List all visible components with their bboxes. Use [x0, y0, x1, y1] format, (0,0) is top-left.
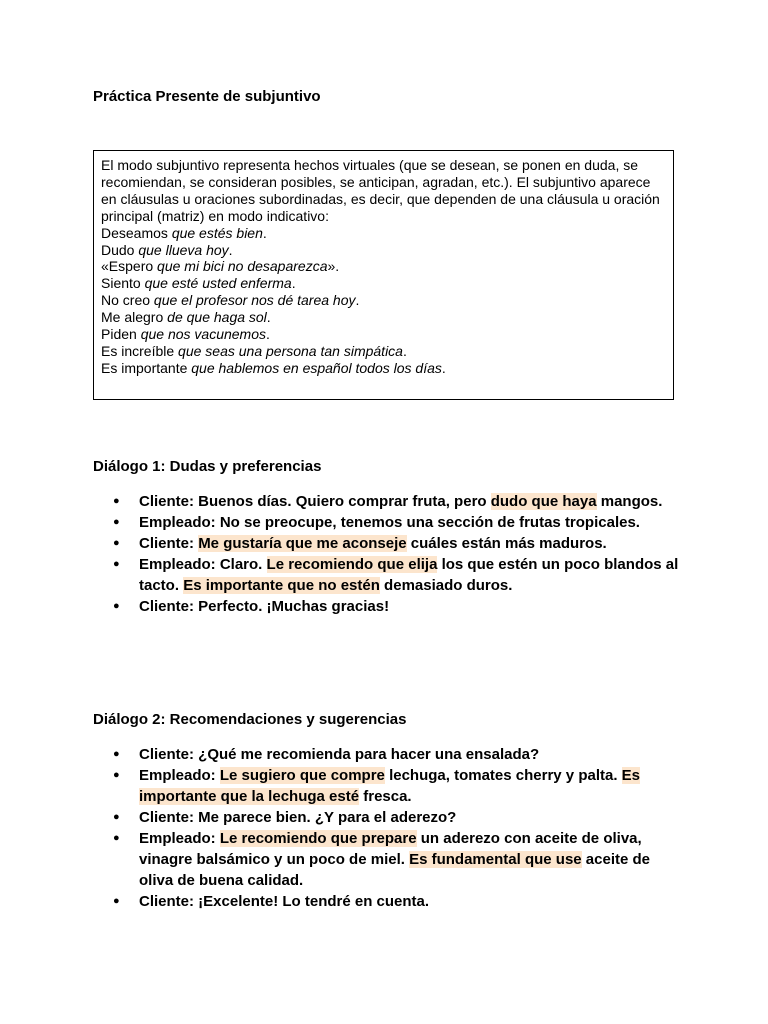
example-main-clause: Me alegro [101, 309, 168, 326]
dialog-line [93, 891, 683, 912]
dialog-text: Empleado: Claro. [139, 556, 267, 573]
example-punctuation: . [291, 275, 296, 292]
dialog-text: lechuga, tomates cherry y palta. [384, 767, 622, 784]
dialog-text: demasiado duros. [379, 577, 513, 594]
example-main-clause: No creo [101, 292, 154, 309]
dialog-1-title: Diálogo 1: Dudas y preferencias [93, 458, 322, 475]
example-subjunctive-clause: que llueva hoy [138, 241, 229, 258]
dialog-line [93, 807, 683, 828]
subjunctive-highlight: Es importante que la lechuga esté [139, 767, 641, 805]
example-subjunctive-clause: de que haga sol [167, 309, 267, 326]
dialog-text: mangos. [596, 493, 663, 510]
subjunctive-highlight: Es fundamental que use [409, 851, 582, 868]
dialog-text: Cliente: [139, 535, 199, 552]
example-sentence [101, 275, 666, 292]
dialog-1-list [93, 491, 683, 617]
example-sentence [101, 292, 666, 309]
example-main-clause: Dudo [101, 241, 139, 258]
example-sentence [101, 242, 666, 259]
dialog-text: fresca. [359, 788, 412, 805]
dialog-text: Empleado: [139, 767, 220, 784]
subjunctive-highlight: dudo que haya [490, 493, 597, 510]
example-punctuation: . [266, 326, 270, 343]
dialog-line [93, 512, 683, 533]
example-sentence [101, 309, 666, 326]
definition-intro: El modo subjuntivo representa hechos virtuales (que se desean, se ponen en duda, se recomiendan, se consideran posibles, se anticipan, agradan, etc.). El subjuntivo aparece en cláusulas u oraciones subordinadas, es decir, que dependen de una cláusula u oración principal (matriz) en modo indicativo: [101, 157, 660, 224]
dialog-2-list [93, 744, 683, 912]
example-sentence [101, 258, 666, 275]
dialog-text: un aderezo con aceite de oliva, vinagre balsámico y un poco de miel. [139, 830, 642, 868]
dialog-2-title: Diálogo 2: Recomendaciones y sugerencias [93, 711, 407, 728]
example-subjunctive-clause: que nos vacunemos [140, 326, 267, 343]
example-sentence [101, 225, 666, 242]
example-punctuation: . [402, 342, 407, 359]
dialog-text: Empleado: [139, 830, 220, 847]
example-punctuation: . [262, 224, 267, 241]
example-main-clause: Piden [101, 326, 141, 343]
definition-box [93, 150, 674, 400]
example-subjunctive-clause: que el profesor nos dé tarea hoy [153, 292, 356, 309]
example-sentence [101, 326, 666, 343]
example-main-clause: Es increíble [101, 342, 179, 359]
example-main-clause: Es importante [101, 359, 192, 376]
dialog-text: aceite de oliva de buena calidad. [139, 851, 651, 889]
dialog-line [93, 828, 683, 891]
subjunctive-highlight: Le recomiendo que elija [266, 556, 438, 573]
dialog-line [93, 765, 683, 807]
example-subjunctive-clause: que esté usted enferma [144, 275, 292, 292]
dialog-text: los que estén un poco blandos al tacto. [139, 556, 679, 594]
dialog-line [93, 533, 683, 554]
example-main-clause: «Espero [101, 258, 158, 275]
dialog-text: Cliente: ¡Excelente! Lo tendré en cuenta. [139, 893, 430, 910]
example-subjunctive-clause: que hablemos en español todos los días [191, 359, 442, 376]
example-subjunctive-clause: que estés bien [171, 224, 263, 241]
example-punctuation: . [355, 292, 360, 309]
example-main-clause: Siento [101, 275, 145, 292]
dialog-text: cuáles están más maduros. [406, 535, 607, 552]
subjunctive-highlight: Le sugiero que compre [219, 767, 385, 784]
example-punctuation: . [266, 309, 271, 326]
dialog-text: Cliente: Me parece bien. ¿Y para el aderezo? [139, 809, 457, 826]
subjunctive-highlight: Me gustaría que me aconseje [198, 535, 407, 552]
subjunctive-highlight: Es importante que no estén [183, 577, 380, 594]
example-punctuation: . [441, 359, 446, 376]
example-sentence [101, 360, 666, 377]
dialog-line [93, 491, 683, 512]
example-punctuation: . [228, 241, 233, 258]
subjunctive-highlight: Le recomiendo que prepare [219, 830, 417, 847]
dialog-line [93, 744, 683, 765]
example-subjunctive-clause: que mi bici no desaparezca [157, 258, 328, 275]
dialog-text: Cliente: Perfecto. ¡Muchas gracias! [139, 598, 390, 615]
dialog-text: Cliente: ¿Qué me recomienda para hacer una ensalada? [139, 746, 540, 763]
example-punctuation: ». [327, 258, 340, 275]
example-sentence [101, 343, 666, 360]
page-title: Práctica Presente de subjuntivo [93, 88, 321, 105]
dialog-text: Cliente: Buenos días. Quiero comprar fruta, pero [139, 493, 491, 510]
examples-list [101, 225, 666, 377]
dialog-text: Empleado: No se preocupe, tenemos una sección de frutas tropicales. [139, 514, 640, 531]
example-subjunctive-clause: que seas una persona tan simpática [178, 342, 403, 359]
example-main-clause: Deseamos [101, 224, 172, 241]
dialog-line [93, 596, 683, 617]
dialog-line [93, 554, 683, 596]
